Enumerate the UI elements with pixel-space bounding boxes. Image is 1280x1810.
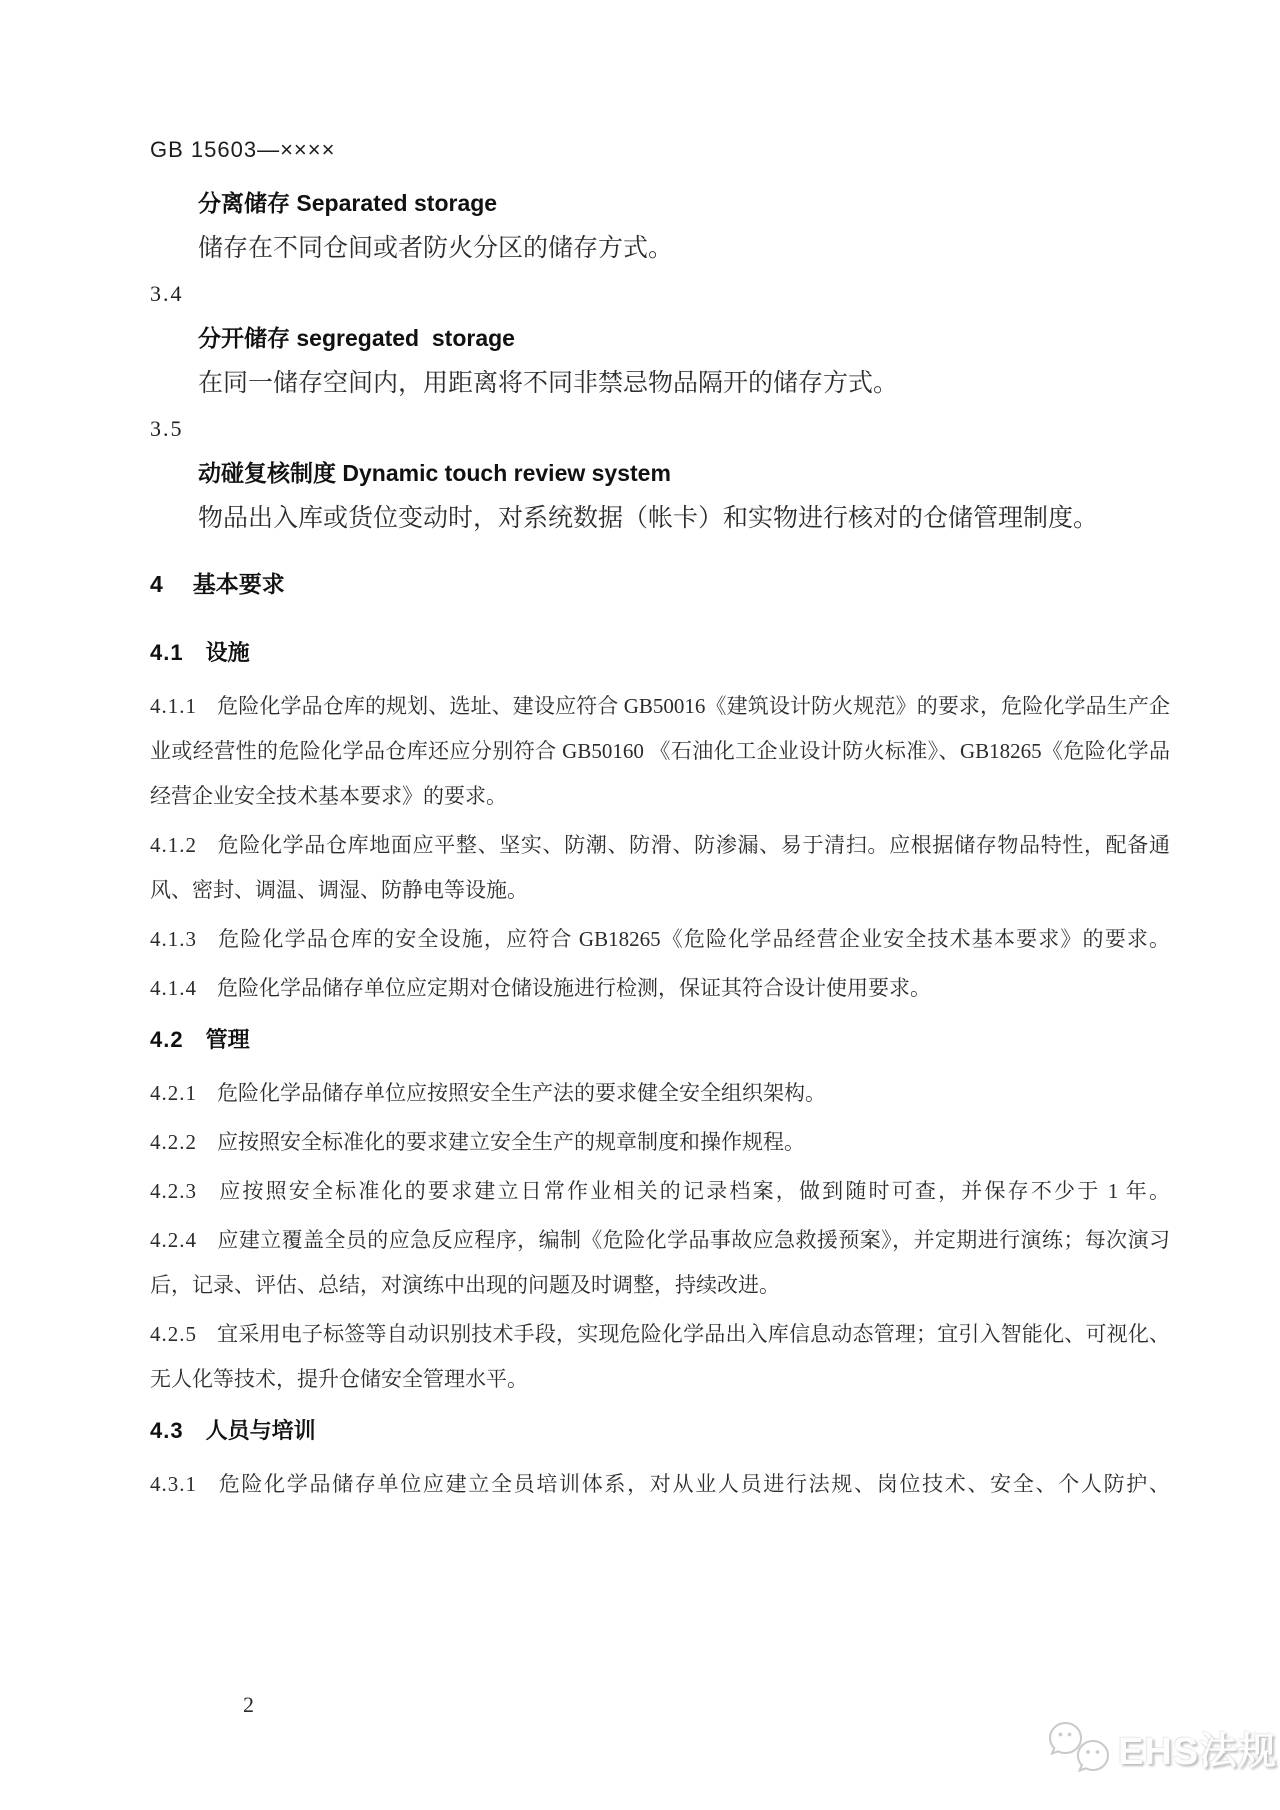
clause-text: 危险化学品储存单位应按照安全生产法的要求健全安全组织架构。 [217,1081,826,1105]
section-number: 4.3 [150,1418,184,1443]
clause-number: 4.2.2 [150,1130,197,1154]
page-number: 2 [243,1692,254,1717]
clause-number: 4.2.5 [150,1322,197,1346]
wechat-icon [1048,1721,1110,1775]
clause-number: 4.1.1 [150,694,197,718]
clause [150,823,1170,913]
clause [150,1312,1170,1402]
clause [150,966,1170,1011]
section-number: 4.2 [150,1027,184,1052]
clause [150,684,1170,819]
section-heading [150,1414,1170,1448]
clause-number: 4.2.3 [150,1179,197,1203]
chapter-heading [150,566,1170,602]
term-definition: 在同一储存空间内，用距离将不同非禁忌物品隔开的储存方式。 [198,370,899,397]
watermark-label: EHS法规 [1118,1731,1278,1773]
section-title: 人员与培训 [205,1418,316,1443]
term-number: 3.4 [150,281,184,306]
term-title: 分开储存 segregated storage [198,325,515,351]
clause-text: 危险化学品仓库的安全设施，应符合 GB18265《危险化学品经营企业安全技术基本要求》的要求。 [217,927,1170,951]
section-number: 4.1 [150,640,184,665]
chapter-title: 基本要求 [192,571,285,597]
clause-number: 4.3.1 [150,1472,197,1496]
section-title: 设施 [205,640,250,665]
clause-text: 应建立覆盖全员的应急反应程序，编制《危险化学品事故应急救援预案》，并定期进行演练；每次演习后，记录、评估、总结，对演练中出现的问题及时调整，持续改进。 [150,1228,1170,1297]
clause-text: 应按照安全标准化的要求建立安全生产的规章制度和操作规程。 [217,1130,805,1154]
clause-number: 4.2.4 [150,1228,197,1252]
clause-text: 危险化学品储存单位应定期对仓储设施进行检测，保证其符合设计使用要求。 [217,976,931,1000]
section-heading [150,1023,1170,1057]
term-definition: 储存在不同仓间或者防火分区的储存方式。 [198,235,674,262]
clause-text: 危险化学品仓库地面应平整、坚实、防潮、防滑、防渗漏、易于清扫。应根据储存物品特性，配备通风、密封、调温、调湿、防静电等设施。 [150,833,1170,902]
term-title: 动碰复核制度 Dynamic touch review system [198,460,671,486]
clause [150,917,1170,962]
clause-number: 4.1.3 [150,927,197,951]
clause [150,1120,1170,1165]
section-title: 管理 [205,1027,250,1052]
watermark [1048,1720,1277,1775]
clause [150,1169,1170,1214]
doc-number: GB 15603—×××× [150,137,336,162]
clause [150,1218,1170,1308]
section-heading [150,636,1170,670]
clause-number: 4.1.4 [150,976,197,1000]
clause-text: 危险化学品仓库的规划、选址、建设应符合 GB50016《建筑设计防火规范》的要求，危险化学品生产企业或经营性的危险化学品仓库还应分别符合 GB50160 《石油化工企业设计防火标准》、GB18265《危险化学品经营企业安全技术基本要求》的要求。 [150,694,1170,808]
term-number: 3.5 [150,416,184,441]
clause-number: 4.1.2 [150,833,197,857]
clause-text: 应按照安全标准化的要求建立日常作业相关的记录档案，做到随时可查，并保存不少于 1 年。 [217,1179,1170,1203]
clause-number: 4.2.1 [150,1081,197,1105]
clause [150,1071,1170,1116]
term-definition: 物品出入库或货位变动时，对系统数据（帐卡）和实物进行核对的仓储管理制度。 [198,505,1099,532]
clause [150,1462,1170,1507]
term-title: 分离储存 Separated storage [198,190,498,216]
clause-text: 危险化学品储存单位应建立全员培训体系，对从业人员进行法规、岗位技术、安全、个人防护、 [217,1472,1170,1496]
clause-text: 宜采用电子标签等自动识别技术手段，实现危险化学品出入库信息动态管理；宜引入智能化、可视化、无人化等技术，提升仓储安全管理水平。 [150,1322,1170,1391]
chapter-number: 4 [150,571,163,597]
